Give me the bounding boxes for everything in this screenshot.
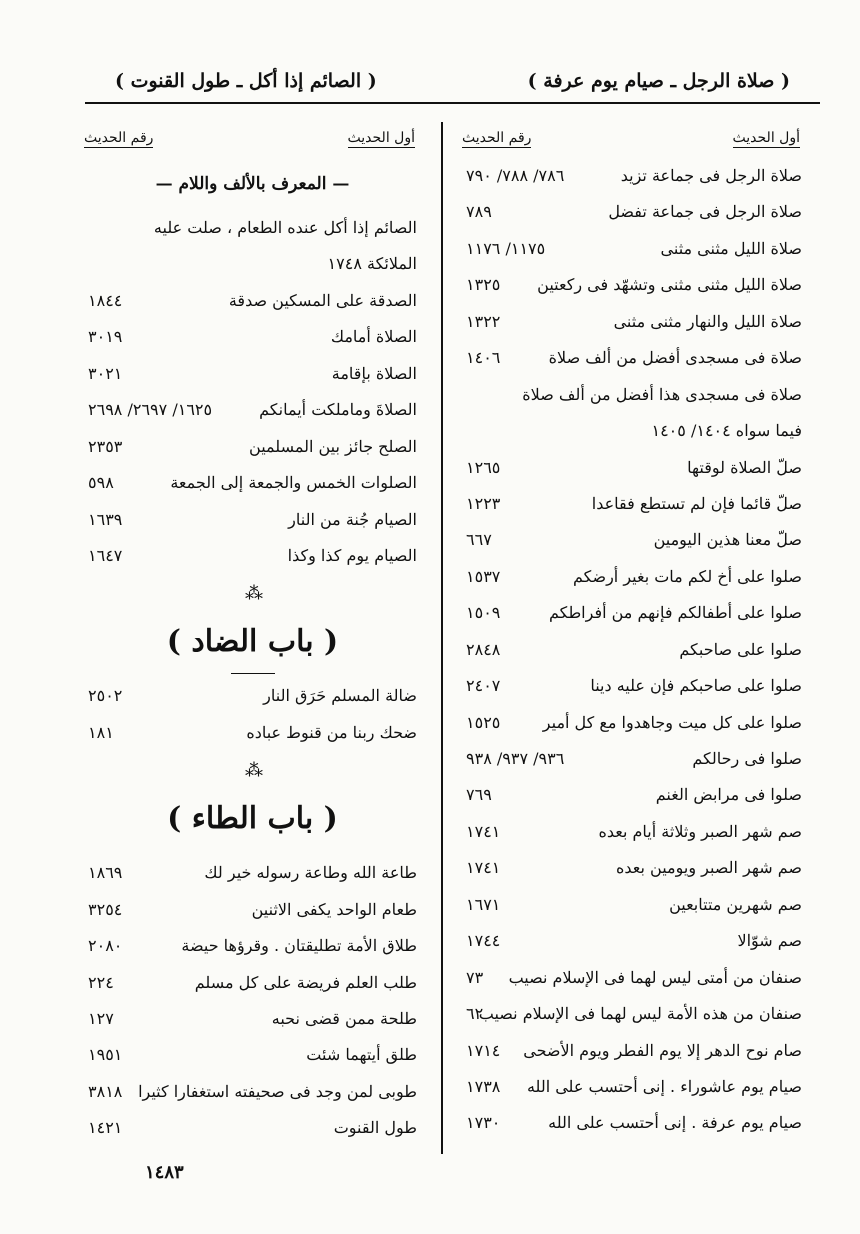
entry-row <box>458 595 810 631</box>
entry-number: ٢٤٠٧ <box>466 676 501 696</box>
entry-text: الصلاةَ وماملكت أيمانكم <box>259 400 417 420</box>
header-right-title: ( صلاة الرجل ـ صيام يوم عرفة ) <box>527 70 790 92</box>
entry-row <box>458 231 810 267</box>
entry-row <box>458 777 810 813</box>
entry-number: ١٦٧١ <box>466 894 501 914</box>
entry-number: ٧٣ <box>466 967 484 987</box>
entry-row <box>80 678 425 714</box>
entry-text: طعام الواحد يكفى الاثنين <box>251 899 417 919</box>
entry-row <box>458 850 810 886</box>
entry-text: طلاق الأمة تطليقتان . وقرؤها حيضة <box>181 936 417 956</box>
entry-row <box>458 887 810 923</box>
section-ornament: ⁂ <box>245 760 260 782</box>
entry-number: ١٦٢٥/ ٢٦٩٧/ ٢٦٩٨ <box>88 400 213 420</box>
entry-number: ١٨١ <box>88 722 114 742</box>
entry-text: صلاة الرجل فى جماعة تفضل <box>608 202 802 222</box>
entry-row <box>458 377 810 413</box>
entry-text: صلّ معنا هذين اليومين <box>653 530 802 550</box>
entry-row <box>80 283 425 319</box>
entry-text: صلاة الليل والنهار مثنى مثنى <box>613 311 802 331</box>
entry-continuation <box>458 413 810 449</box>
entry-row <box>80 1001 425 1037</box>
entry-text: صلوا فى مرابض الغنم <box>655 785 802 805</box>
entry-number: ١٨٦٩ <box>88 863 123 883</box>
entry-number: ١٤٠٦ <box>466 348 501 368</box>
entry-text: صلاة الليل مثنى مثنى <box>660 238 802 258</box>
entry-number: ١٣٢٥ <box>466 275 501 295</box>
entry-number: ١٥٣٧ <box>466 566 501 586</box>
entry-row <box>80 892 425 928</box>
entry-text: صلاة فى مسجدى هذا أفضل من ألف صلاة <box>522 384 802 404</box>
entry-row <box>458 960 810 996</box>
entry-text: صم شهرين متتابعين <box>669 894 802 914</box>
entry-number: ١٩٥١ <box>88 1045 123 1065</box>
entry-row <box>458 814 810 850</box>
chapter-underline <box>231 673 275 674</box>
entry-row <box>80 465 425 501</box>
entry-continuation <box>80 246 425 282</box>
chapter-title-dad: ( باب الضاد ) <box>166 624 339 660</box>
entry-number: ٦٢ <box>466 1004 484 1024</box>
chapter-heading-dad <box>80 614 425 678</box>
entry-text: صم شهر الصبر ويومين بعده <box>615 858 802 878</box>
hadith-number-label: رقم الحديث <box>462 130 532 146</box>
entry-text: الصيام جُنة من النار <box>288 509 417 529</box>
entry-number: ٥٩٨ <box>88 473 114 493</box>
entry-text: صم شهر الصبر وثلاثة أيام بعده <box>598 821 802 841</box>
entry-text: الصلح جائز بين المسلمين <box>249 436 417 456</box>
entry-text: الصلوات الخمس والجمعة إلى الجمعة <box>170 473 417 493</box>
entry-text: صلاة فى مسجدى أفضل من ألف صلاة <box>548 348 802 368</box>
entry-number: ٧٨٦/ ٧٨٨/ ٧٩٠ <box>466 166 565 185</box>
left-entries-c <box>80 855 425 1147</box>
entry-text: صلوا على صاحبكم فإن عليه دينا <box>590 676 802 696</box>
hadith-number-label: رقم الحديث <box>84 130 154 146</box>
entry-text: الصلاة أمامك <box>330 327 417 347</box>
entry-row <box>458 304 810 340</box>
entry-row <box>80 210 425 246</box>
entry-text: صلاة الرجل فى جماعة تزيد <box>620 166 802 185</box>
running-header <box>85 66 820 100</box>
entry-number: ٣٨١٨ <box>88 1081 123 1101</box>
entry-row <box>80 429 425 465</box>
entry-number: ٢٢٤ <box>88 972 114 992</box>
right-column <box>458 126 810 1142</box>
entry-row <box>458 522 810 558</box>
entry-row <box>80 715 425 751</box>
entry-row <box>80 928 425 964</box>
entry-row <box>80 319 425 355</box>
left-entries-a <box>80 283 425 575</box>
entry-text: طلب العلم فريضة على كل مسلم <box>194 972 417 992</box>
first-hadith-label: أول الحديث <box>347 130 415 146</box>
chapter-title-ta: ( باب الطاء ) <box>167 801 338 837</box>
entry-row <box>80 1074 425 1110</box>
entry-row <box>80 1110 425 1146</box>
entry-number: ٧٨٩ <box>466 202 492 222</box>
page-number: ١٤٨٣ <box>145 1162 184 1183</box>
entry-row <box>458 267 810 303</box>
column-header <box>80 126 425 158</box>
entry-number: ١٢٢٣ <box>466 493 501 513</box>
entry-text: صيام يوم عرفة . إنى أحتسب على الله <box>548 1113 802 1133</box>
entry-number: ٢٨٤٨ <box>466 639 501 659</box>
entry-number: ١٧٤٤ <box>466 931 501 951</box>
header-left-title: ( الصائم إذا أكل ـ طول القنوت ) <box>115 70 377 92</box>
entry-row <box>458 340 810 376</box>
entry-text: صلوا على أخ لكم مات بغير أرضكم <box>573 566 802 586</box>
entry-text: طلق أيتهما شئت <box>306 1045 417 1065</box>
entry-text: صم شوّالا <box>737 931 802 951</box>
entry-row <box>80 502 425 538</box>
entry-text: الصائم إذا أكل عنده الطعام ، صلت عليه <box>153 218 417 237</box>
entry-row <box>458 1033 810 1069</box>
entry-text: صلاة الليل مثنى مثنى وتشهّد فى ركعتين <box>537 275 802 295</box>
right-entries <box>458 158 810 1142</box>
entry-number: ١٧١٤ <box>466 1040 501 1060</box>
entry-text: طول القنوت <box>333 1118 417 1138</box>
entry-number: ٢٠٨٠ <box>88 936 123 956</box>
entry-number: ١٢٧ <box>88 1009 114 1028</box>
entry-row <box>80 356 425 392</box>
entry-text: طلحة ممن قضى نحبه <box>271 1009 417 1028</box>
entry-text: الصلاة بإقامة <box>331 363 417 383</box>
entry-number: ٦٦٧ <box>466 530 492 550</box>
entry-number: ١٧٤١ <box>466 858 501 878</box>
entry-row <box>458 1105 810 1141</box>
chapter-heading-ta <box>80 791 425 855</box>
entry-row <box>458 158 810 194</box>
entry-number: ١٤٢١ <box>88 1118 123 1138</box>
entry-continuation-text: الملائكة ١٧٤٨ <box>327 254 417 274</box>
section-title: — المعرف بالألف واللام — <box>155 174 350 194</box>
entry-text: صلّ الصلاة لوقتها <box>687 457 802 477</box>
entry-row <box>458 194 810 230</box>
entry-row <box>80 855 425 891</box>
entry-text: صلوا على أطفالكم فإنهم من أفراطكم <box>548 603 802 623</box>
entry-number: ١٨٤٤ <box>88 290 123 310</box>
entry-number: ٣٠٢١ <box>88 363 123 383</box>
entry-text: الصيام يوم كذا وكذا <box>287 545 417 565</box>
entry-text: صام نوح الدهر إلا يوم الفطر ويوم الأضحى <box>523 1040 802 1060</box>
entry-number: ١٧٣٨ <box>466 1076 501 1096</box>
entry-row <box>80 965 425 1001</box>
entry-number: ٧٦٩ <box>466 785 492 805</box>
column-divider <box>441 122 443 1154</box>
entry-row <box>458 668 810 704</box>
left-column <box>80 126 425 1147</box>
left-entries-b <box>80 678 425 751</box>
entry-row <box>458 632 810 668</box>
entry-text: صلوا فى رحالكم <box>692 749 802 768</box>
entry-number: ١٥٢٥ <box>466 712 501 732</box>
entry-text: ضالة المسلم حَرَق النار <box>263 686 417 706</box>
entry-row <box>458 486 810 522</box>
column-header <box>458 126 810 158</box>
entry-text: ضحك ربنا من قنوط عباده <box>246 722 417 742</box>
entry-row <box>458 559 810 595</box>
entry-text: الصدقة على المسكين صدقة <box>228 290 417 310</box>
entry-row <box>80 1037 425 1073</box>
entry-number: ١٢٦٥ <box>466 457 501 477</box>
entry-text: طوبى لمن وجد فى صحيفته استغفارا كثيرا <box>138 1081 417 1101</box>
entry-number: ١٧٤١ <box>466 821 501 841</box>
entry-continuation-text: فيما سواه ١٤٠٤/ ١٤٠٥ <box>651 421 802 441</box>
entry-text: صنفان من أمتى ليس لهما فى الإسلام نصيب <box>508 967 802 987</box>
entry-text: صنفان من هذه الأمة ليس لهما فى الإسلام نصيب <box>478 1004 802 1024</box>
entry-row <box>458 923 810 959</box>
entry-row <box>458 450 810 486</box>
entry-number: ١٦٤٧ <box>88 545 123 565</box>
entry-number: ١٥٠٩ <box>466 603 501 623</box>
section-ornament: ⁂ <box>245 583 260 605</box>
entry-text: طاعة الله وطاعة رسوله خير لك <box>204 863 417 883</box>
entry-number: ٣٠١٩ <box>88 327 123 347</box>
entry-text: صلّ قائما فإن لم تستطع فقاعدا <box>591 493 802 513</box>
entry-number: ١٧٣٠ <box>466 1113 501 1133</box>
entry-number: ٩٣٦/ ٩٣٧/ ٩٣٨ <box>466 749 565 768</box>
entry-number: ١١٧٥/ ١١٧٦ <box>466 238 546 258</box>
entry-row <box>458 705 810 741</box>
entry-number: ٣٢٥٤ <box>88 899 123 919</box>
entry-row <box>458 1069 810 1105</box>
entry-row <box>80 538 425 574</box>
entry-text: صيام يوم عاشوراء . إنى أحتسب على الله <box>526 1076 802 1096</box>
first-hadith-label: أول الحديث <box>732 130 800 146</box>
entry-row <box>80 392 425 428</box>
entry-number: ٢٥٠٢ <box>88 686 123 706</box>
entry-number: ٢٣٥٣ <box>88 436 123 456</box>
entry-row <box>458 741 810 777</box>
entry-row <box>458 996 810 1032</box>
entry-text: صلوا على صاحبكم <box>679 639 802 659</box>
header-rule <box>85 102 820 104</box>
entry-number: ١٦٣٩ <box>88 509 123 529</box>
entry-text: صلوا على كل ميت وجاهدوا مع كل أمير <box>542 712 802 732</box>
entry-number: ١٣٢٢ <box>466 311 501 331</box>
